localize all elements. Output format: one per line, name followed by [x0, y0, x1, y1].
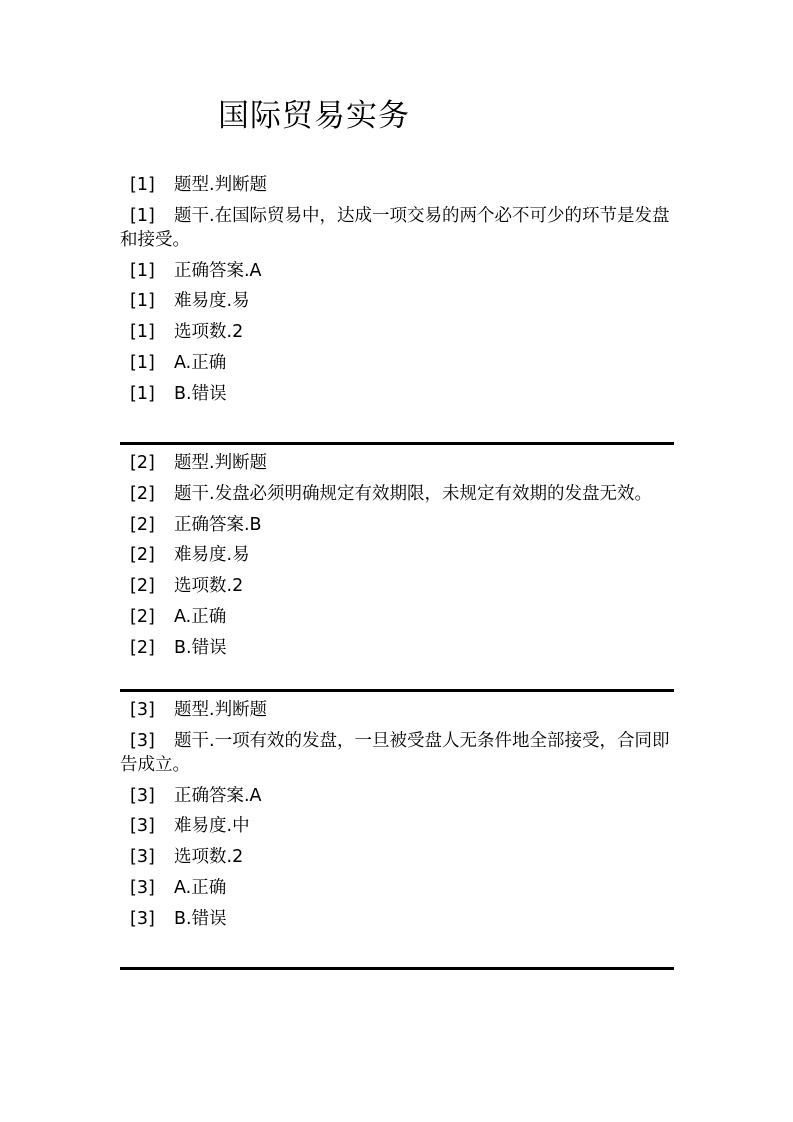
question-stem-text: 题干.一项有效的发盘，一旦被受盘人无条件地全部接受，合同即告成立。 — [120, 730, 670, 775]
question-answer — [120, 259, 674, 283]
question-answer-text: 正确答案.B — [174, 514, 262, 535]
question-type-text: 题型.判断题 — [174, 175, 268, 195]
question-difficulty — [120, 289, 674, 313]
question-option-text: B.错误 — [174, 908, 227, 929]
question-answer-text: 正确答案.A — [174, 260, 262, 281]
question-number: [3] — [130, 700, 155, 720]
question-answer — [120, 784, 674, 808]
question-option-text: A.正确 — [174, 877, 227, 898]
question-option — [120, 382, 674, 406]
question-type-text: 题型.判断题 — [174, 700, 268, 720]
question-difficulty — [120, 543, 674, 567]
question-option-count-text: 选项数.2 — [174, 322, 244, 343]
question-number: [3] — [130, 908, 155, 929]
question-divider — [120, 442, 674, 445]
question-number: [1] — [130, 383, 155, 404]
question-option-count — [120, 574, 674, 598]
question-answer-text: 正确答案.A — [174, 785, 262, 806]
question-option-text: A.正确 — [174, 352, 227, 373]
question-number: [1] — [130, 260, 155, 281]
question-divider — [120, 689, 674, 692]
question-number: [1] — [130, 291, 155, 312]
question-block-3 — [120, 698, 674, 938]
question-stem — [120, 204, 674, 252]
question-option-count-text: 选项数.2 — [174, 576, 244, 597]
question-number: [2] — [130, 453, 155, 473]
question-number: [1] — [130, 205, 155, 226]
question-option — [120, 351, 674, 375]
question-option-count — [120, 845, 674, 869]
question-number: [2] — [130, 576, 155, 597]
question-number: [2] — [130, 606, 155, 627]
question-number: [1] — [130, 175, 155, 195]
question-option-text: B.错误 — [174, 383, 227, 404]
question-difficulty-text: 难易度.易 — [174, 545, 250, 566]
question-option-count-text: 选项数.2 — [174, 847, 244, 868]
question-number: [2] — [130, 637, 155, 658]
question-answer — [120, 513, 674, 537]
question-option-text: A.正确 — [174, 606, 227, 627]
question-divider — [120, 967, 674, 970]
question-number: [2] — [130, 545, 155, 566]
question-option — [120, 605, 674, 629]
question-number: [1] — [130, 352, 155, 373]
question-difficulty-text: 难易度.易 — [174, 291, 250, 312]
question-number: [2] — [130, 483, 155, 504]
question-stem — [120, 729, 674, 777]
question-block-1 — [120, 173, 674, 413]
question-option-count — [120, 320, 674, 344]
question-option — [120, 907, 674, 931]
question-type — [120, 173, 674, 197]
question-stem — [120, 482, 674, 506]
question-number: [1] — [130, 322, 155, 343]
question-type — [120, 451, 674, 475]
question-number: [3] — [130, 877, 155, 898]
question-option-text: B.错误 — [174, 637, 227, 658]
question-number: [2] — [130, 514, 155, 535]
question-number: [3] — [130, 816, 155, 837]
question-type — [120, 698, 674, 722]
question-stem-text: 题干.在国际贸易中，达成一项交易的两个必不可少的环节是发盘和接受。 — [120, 205, 670, 250]
document-title: 国际贸易实务 — [218, 98, 410, 134]
question-number: [3] — [130, 785, 155, 806]
question-type-text: 题型.判断题 — [174, 453, 268, 473]
question-option — [120, 636, 674, 660]
question-difficulty-text: 难易度.中 — [174, 816, 250, 837]
question-option — [120, 876, 674, 900]
question-stem-text: 题干.发盘必须明确规定有效期限，未规定有效期的发盘无效。 — [174, 483, 653, 504]
question-number: [3] — [130, 847, 155, 868]
question-block-2 — [120, 451, 674, 667]
question-difficulty — [120, 814, 674, 838]
question-number: [3] — [130, 730, 155, 751]
